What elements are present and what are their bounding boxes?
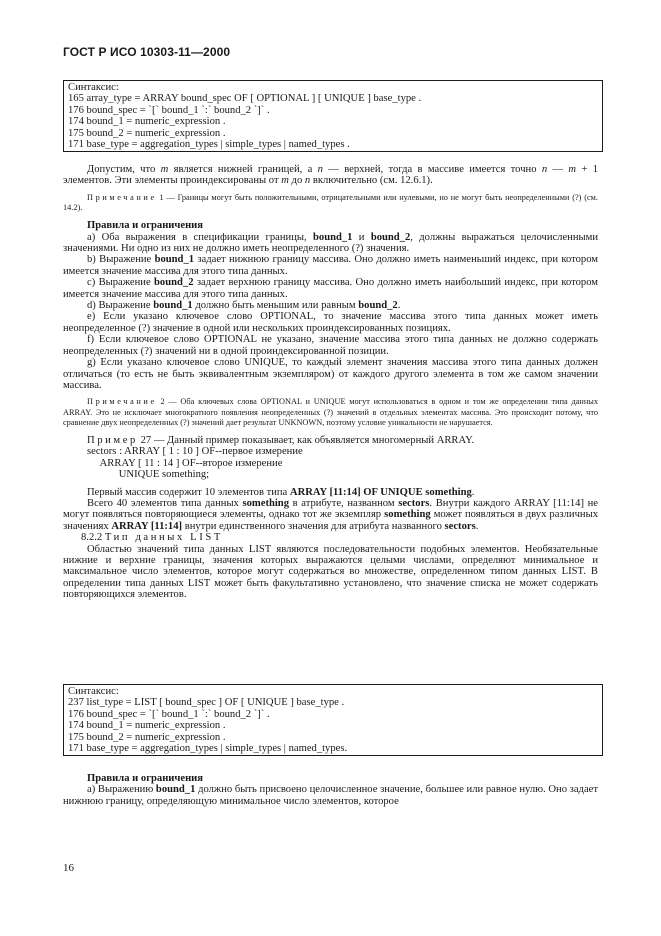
example-intro: Пример 27 — Данный пример показывает, как объявляется многомерный ARRAY.: [87, 434, 475, 446]
rule-d: d) Выражение bound_1 должно быть меньшим или равным bound_2.: [87, 300, 401, 312]
syntax-line: 171 base_type = aggregation_types | simple_types | named_types.: [68, 743, 348, 755]
document-header: ГОСТ Р ИСО 10303-11—2000: [63, 45, 231, 59]
code-line: UNIQUE something;: [87, 469, 210, 481]
rule-f: f) Если ключевое слово OPTIONAL не указано, значение массива этого типа данных не должно содержать неопределенных (?) значений ни в одной проиндексированной позиции.: [63, 334, 598, 357]
syntax-line: 175 bound_2 = numeric_expression .: [68, 731, 226, 743]
page-number: 16: [63, 862, 74, 874]
syntax-line: 176 bound_spec = `[` bound_1 `:` bound_2 `]` .: [68, 708, 270, 720]
rule-c: с) Выражение bound_2 задает верхнюю границу массива. Оно должно иметь наибольший индекс, при котором имеется значение массива для этого типа данных.: [63, 277, 598, 300]
paragraph-list: Областью значений типа данных LIST являются последовательности подобных элементов. Необязательные нижние и верхние границы, значения которых выражаются целыми числами, определяют минимальное и максимальное число элементов, которое могут содержаться во множестве, определенном типом данных LIST. В определении типа данных LIST может быть факультативно установлено, что значение списка не может содержать повторяющихся элементов.: [63, 543, 598, 601]
paragraph-bounds: Допустим, что m является нижней границей, а n — верхней, тогда в массиве имеется точно n — m + 1 элементов. Эти элементы проиндексированы от m до n включительно (см. 12.6.1).: [63, 164, 598, 187]
syntax-line: 174 bound_1 = numeric_expression .: [68, 720, 226, 732]
syntax-line: Синтаксис:: [68, 82, 119, 93]
rules-list-column: [63, 773, 598, 807]
code-line: ARRAY [ 11 : 14 ] OF--второе измерение: [87, 457, 283, 469]
rules-heading-list: Правила и ограничения: [87, 773, 204, 784]
syntax-line: 175 bound_2 = numeric_expression .: [68, 127, 226, 139]
rule-e: е) Если указано ключевое слово OPTIONAL, то значение массива этого типа данных может иметь неопределенное (?) значение в одной или нескольких проиндексированных позициях.: [63, 311, 598, 334]
syntax-line: 171 base_type = aggregation_types | simple_types | named_types .: [68, 139, 350, 151]
syntax-line: 174 bound_1 = numeric_expression .: [68, 116, 226, 128]
rule-list-a: а) Выражению bound_1 должно быть присвоено целочисленное значение, большее или равное нулю. Оно задает нижнюю границу, определяющую минимальное число элементов, которое: [63, 784, 598, 807]
section-heading: 8.2.2 Тип данных LIST: [81, 532, 223, 544]
note-1: Примечание 1 — Границы могут быть положительными, отрицательными или нулевыми, но не могут быть неопределенными (?) (см. 14.2).: [63, 192, 598, 213]
syntax-line: 165 array_type = ARRAY bound_spec OF [ OPTIONAL ] [ UNIQUE ] base_type .: [68, 93, 422, 105]
syntax-box-array: [63, 80, 603, 152]
example-code: [63, 446, 598, 480]
rule-a: а) Оба выражения в спецификации границы, bound_1 и bound_2, должны выражаться целочисленными значениями. Ни одно из них не должно иметь неопределенного (?) значения.: [63, 231, 599, 255]
paragraph-elements: Всего 40 элементов типа данных something в атрибуте, названном sectors. Внутри каждого ARRAY [11:14] не могут появляться повторяющиеся элементы, однако тот же экземпляр something может появляться в двух различных значениях ARRAY [11:14] внутри единственного значения для атрибута названного sectors.: [63, 497, 598, 532]
syntax-line: 176 bound_spec = `[` bound_1 `:` bound_2 `]` .: [68, 104, 270, 116]
note-2: Примечание 2 — Оба ключевых слова OPTIONAL и UNIQUE могут использоваться в одном и том же определении типа данных ARRAY. Это не исключает многократного появления неопределенных (?) значений в отдельных элементах массива. Это происходит потому, что сравнение двух неопределенных (?) значений дает результат UNKNOWN, поэтому условие уникальности не нарушается.: [63, 397, 598, 427]
syntax-line: Синтаксис:: [68, 686, 119, 697]
code-line: sectors : ARRAY [ 1 : 10 ] OF--первое измерение: [87, 446, 303, 458]
syntax-line: 237 list_type = LIST [ bound_spec ] OF [ UNIQUE ] base_type .: [68, 697, 345, 709]
rule-b: b) Выражение bound_1 задает нижнюю границу массива. Оно должно иметь наименьший индекс, при котором имеется значение массива для этого типа данных.: [63, 254, 598, 277]
paragraph-first-array: Первый массив содержит 10 элементов типа ARRAY [11:14] OF UNIQUE something.: [87, 486, 475, 498]
rules-heading: Правила и ограничения: [87, 220, 204, 232]
rule-g: g) Если указано ключевое слово UNIQUE, то каждый элемент значения массива этого типа данных должен отличаться (то есть не быть эквивалентным экземпляром) от каждого другого элемента в том же самом значении массива.: [63, 357, 598, 391]
syntax-box-list: [63, 684, 603, 756]
main-text-column: [63, 164, 598, 601]
